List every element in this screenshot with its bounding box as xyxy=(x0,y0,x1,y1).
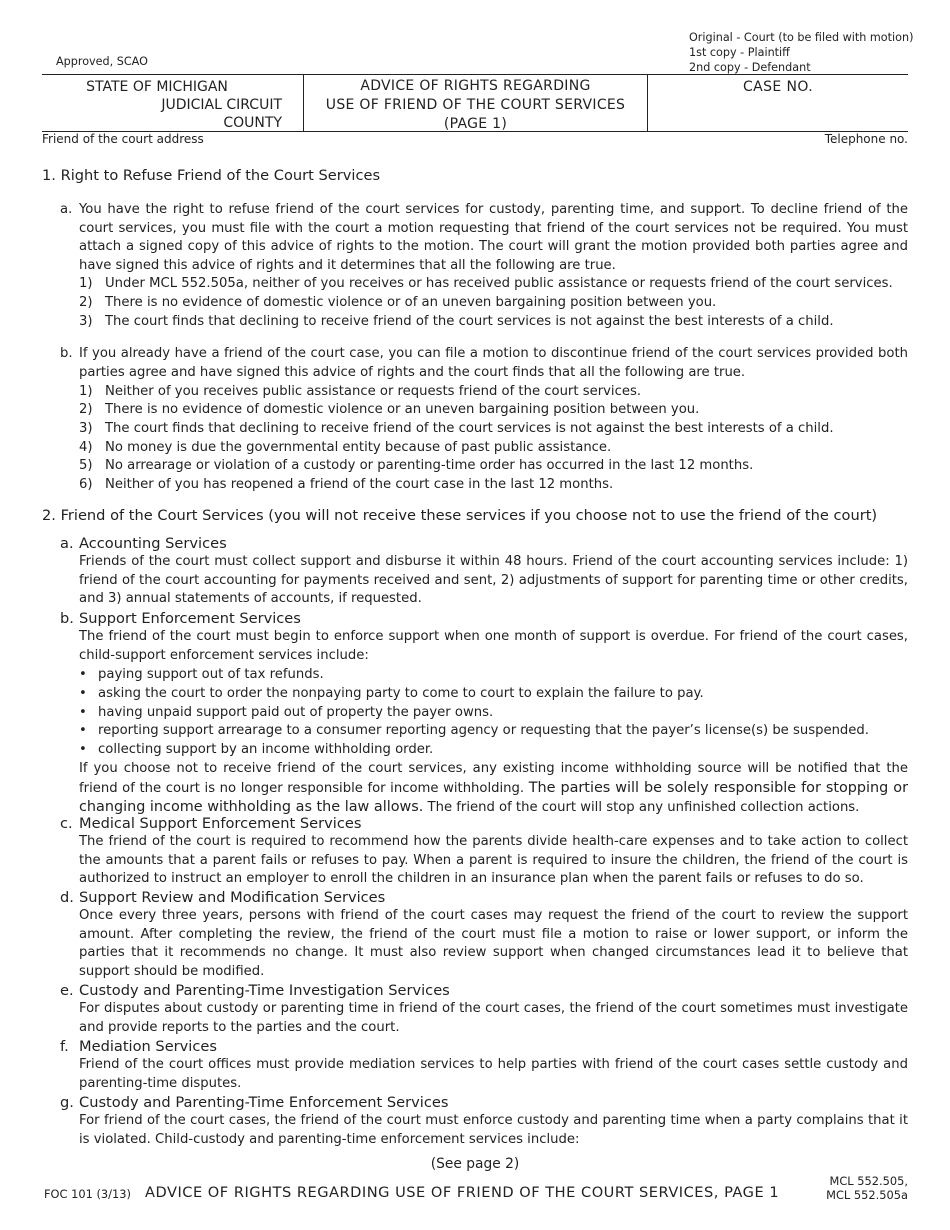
list-item: • collecting support by an income withholding order. xyxy=(79,742,434,757)
section-2a-title: Accounting Services xyxy=(79,535,227,552)
section-2e-heading xyxy=(60,982,908,1000)
section-2b-title: Support Enforcement Services xyxy=(79,610,301,627)
item-text: Neither of you has reopened a friend of the court case in the last 12 months. xyxy=(105,477,614,492)
copy-distribution xyxy=(689,30,913,75)
header-top-rule xyxy=(42,74,908,75)
list-item: • asking the court to order the nonpaying party to come to court to explain the failure to pay. xyxy=(79,686,704,701)
section-2e-body: For disputes about custody or parenting time in friend of the court cases, the friend of the court sometimes must investigate and provide reports to the parties and the court. xyxy=(79,1001,908,1035)
section-2e-title: Custody and Parenting-Time Investigation Services xyxy=(79,982,450,999)
county-label: COUNTY xyxy=(223,115,282,131)
section-2c-title: Medical Support Enforcement Services xyxy=(79,815,362,832)
section-1-title: 1. Right to Refuse Friend of the Court Services xyxy=(42,167,381,184)
approved-scao: Approved, SCAO xyxy=(56,55,148,68)
section-2f xyxy=(60,1038,908,1093)
item-text: No arrearage or violation of a custody or parenting-time order has occurred in the last 12 months. xyxy=(105,458,754,473)
item-number: 2) xyxy=(79,402,93,417)
section-2a-label: a. xyxy=(60,535,74,552)
section-2c-heading xyxy=(60,815,908,833)
section-2d-title: Support Review and Modification Services xyxy=(79,889,386,906)
copy-plaintiff: 1st copy - Plaintiff xyxy=(689,46,790,59)
section-2d-label: d. xyxy=(60,889,74,906)
list-item xyxy=(79,420,908,439)
list-item xyxy=(79,275,908,294)
form-id: FOC 101 (3/13) xyxy=(44,1187,131,1201)
section-2a-body: Friends of the court must collect support and disburse it within 48 hours. Friend of the court accounting services include: 1) friend of the court accounting for payments received and sent, 2) adjustments of support for parenting time or other credits, and 3) annual statements of accounts, if requested. xyxy=(79,554,908,607)
section-2d-body: Once every three years, persons with friend of the court cases may request the friend of the court to review the support amount. After completing the review, the friend of the court must file a motion to raise or lower support, or inform the parties that it recommends no change. It must also review support when changed circumstances lead it to believe that support should be modified. xyxy=(79,908,908,980)
item-text: There is no evidence of domestic violence or an uneven bargaining position between you. xyxy=(105,402,700,417)
judicial-circuit-label: JUDICIAL CIRCUIT xyxy=(161,97,282,113)
section-2a xyxy=(60,535,908,609)
section-2g-label: g. xyxy=(60,1094,74,1111)
item-number: 1) xyxy=(79,276,93,291)
section-2d-heading xyxy=(60,889,908,907)
section-2c xyxy=(60,815,908,889)
withholding-note-text: If you choose not to receive friend of the court services, any existing income withholding source will be notified that the friend of the court is no longer responsible for income withholding. xyxy=(79,761,908,796)
item-number: 2) xyxy=(79,295,93,310)
section-2b-heading xyxy=(60,610,908,628)
mcl-line-1: MCL 552.505, xyxy=(829,1174,908,1188)
section-1b-text: If you already have a friend of the court case, you can file a motion to discontinue friend of the court services provided both parties agree and have signed this advice of rights and the court finds that all the following are true. xyxy=(79,346,908,380)
section-2d xyxy=(60,889,908,982)
section-2g-title: Custody and Parenting-Time Enforcement Services xyxy=(79,1094,449,1111)
list-item xyxy=(79,401,908,420)
section-1b-label: b. xyxy=(60,346,73,361)
section-1a-label: a. xyxy=(60,202,73,217)
list-item xyxy=(79,313,908,332)
section-2b xyxy=(60,610,908,665)
copy-defendant: 2nd copy - Defendant xyxy=(689,61,811,74)
item-text: Neither of you receives public assistance or requests friend of the court services. xyxy=(105,384,642,399)
form-title-line-2: USE OF FRIEND OF THE COURT SERVICES xyxy=(325,97,626,113)
section-2g-heading xyxy=(60,1094,908,1112)
section-2e-label: e. xyxy=(60,982,74,999)
section-2g xyxy=(60,1094,908,1149)
copy-original: Original - Court (to be filed with motion) xyxy=(689,31,914,44)
court-state-block xyxy=(42,78,282,132)
bullet-text: collecting support by an income withholding order. xyxy=(98,742,434,757)
bullet-text: having unpaid support paid out of property the payer owns. xyxy=(98,705,494,720)
footer-title: ADVICE OF RIGHTS REGARDING USE OF FRIEND OF THE COURT SERVICES, PAGE 1 xyxy=(145,1184,780,1201)
bullet-text: asking the court to order the nonpaying party to come to court to explain the failure to pay. xyxy=(98,686,704,701)
item-text: There is no evidence of domestic violence or of an uneven bargaining position between you. xyxy=(105,295,717,310)
item-text: The court finds that declining to receive friend of the court services is not against the best interests of a child. xyxy=(105,314,834,329)
section-2c-body: The friend of the court is required to recommend how the parents divide health-care expenses and to take action to collect the amounts that a parent fails or refuses to pay. When a parent is required to insure the children, the friend of the court is authorized to instruct an employer to enroll the children in an insurance plan when the parent fails or refuses to do so. xyxy=(79,834,908,887)
item-text: Under MCL 552.505a, neither of you receives or has received public assistance or requests friend of the court services. xyxy=(105,276,893,291)
list-item xyxy=(79,457,908,476)
section-2-title: 2. Friend of the Court Services (you will not receive these services if you choose not to use the friend of the court) xyxy=(42,507,878,524)
item-number: 6) xyxy=(79,477,93,492)
section-2c-label: c. xyxy=(60,815,73,832)
case-number-field[interactable]: CASE NO. xyxy=(742,79,814,95)
section-2f-title: Mediation Services xyxy=(79,1038,217,1055)
section-1a xyxy=(60,201,908,276)
list-item xyxy=(79,439,908,458)
form-title-line-3: (PAGE 1) xyxy=(443,116,508,132)
mcl-citation xyxy=(790,1174,908,1202)
list-item: • paying support out of tax refunds. xyxy=(79,667,324,682)
section-2f-heading xyxy=(60,1038,908,1056)
item-number: 1) xyxy=(79,384,93,399)
item-number: 3) xyxy=(79,421,93,436)
mcl-line-2: MCL 552.505a xyxy=(826,1188,908,1202)
section-2b-withholding-note xyxy=(79,760,908,818)
form-title xyxy=(304,77,647,134)
section-2g-body: For friend of the court cases, the friend of the court must enforce custody and parenting time when a party complains that it is violated. Child-custody and parenting-time enforcement services include: xyxy=(79,1113,908,1147)
section-2b-label: b. xyxy=(60,610,74,627)
list-item: • reporting support arrearage to a consumer reporting agency or requesting that the payer’s license(s) be suspended. xyxy=(79,723,869,738)
item-number: 3) xyxy=(79,314,93,329)
see-page-2: (See page 2) xyxy=(430,1156,520,1172)
bullet-text: paying support out of tax refunds. xyxy=(98,667,324,682)
bullet-text: reporting support arrearage to a consumer reporting agency or requesting that the payer’s license(s) be suspended. xyxy=(98,723,869,738)
item-number: 4) xyxy=(79,440,93,455)
withholding-responsibility-text: The parties will be solely responsible for stopping or changing income withholding as the law allows. xyxy=(79,779,908,816)
foc-address-label: Friend of the court address xyxy=(42,132,204,146)
list-item: • having unpaid support paid out of property the payer owns. xyxy=(79,705,494,720)
section-2e xyxy=(60,982,908,1037)
section-2a-heading xyxy=(60,535,908,553)
section-1b xyxy=(60,345,908,382)
form-title-line-1: ADVICE OF RIGHTS REGARDING xyxy=(360,78,591,94)
item-text: No money is due the governmental entity because of past public assistance. xyxy=(105,440,612,455)
section-2f-label: f. xyxy=(60,1038,69,1055)
section-2f-body: Friend of the court offices must provide mediation services to help parties with friend of the court cases settle custody and parenting-time disputes. xyxy=(79,1057,908,1091)
telephone-label: Telephone no. xyxy=(824,132,908,146)
section-2b-body: The friend of the court must begin to enforce support when one month of support is overdue. For friend of the court cases, child-support enforcement services include: xyxy=(79,629,908,663)
withholding-note-end: The friend of the court will stop any unfinished collection actions. xyxy=(427,800,860,816)
list-item xyxy=(79,476,908,495)
item-text: The court finds that declining to receive friend of the court services is not against the best interests of a child. xyxy=(105,421,834,436)
state-name: STATE OF MICHIGAN xyxy=(86,79,228,95)
list-item xyxy=(79,294,908,313)
section-1a-text: You have the right to refuse friend of the court services for custody, parenting time, and support. To decline friend of the court services, you must file with the court a motion requesting that friend of the court services not be required. You must attach a signed copy of this advice of rights to the motion. The court will grant the motion provided both parties agree and have signed this advice of rights and it determines that all the following are true. xyxy=(79,202,908,274)
list-item xyxy=(79,383,908,402)
item-number: 5) xyxy=(79,458,93,473)
